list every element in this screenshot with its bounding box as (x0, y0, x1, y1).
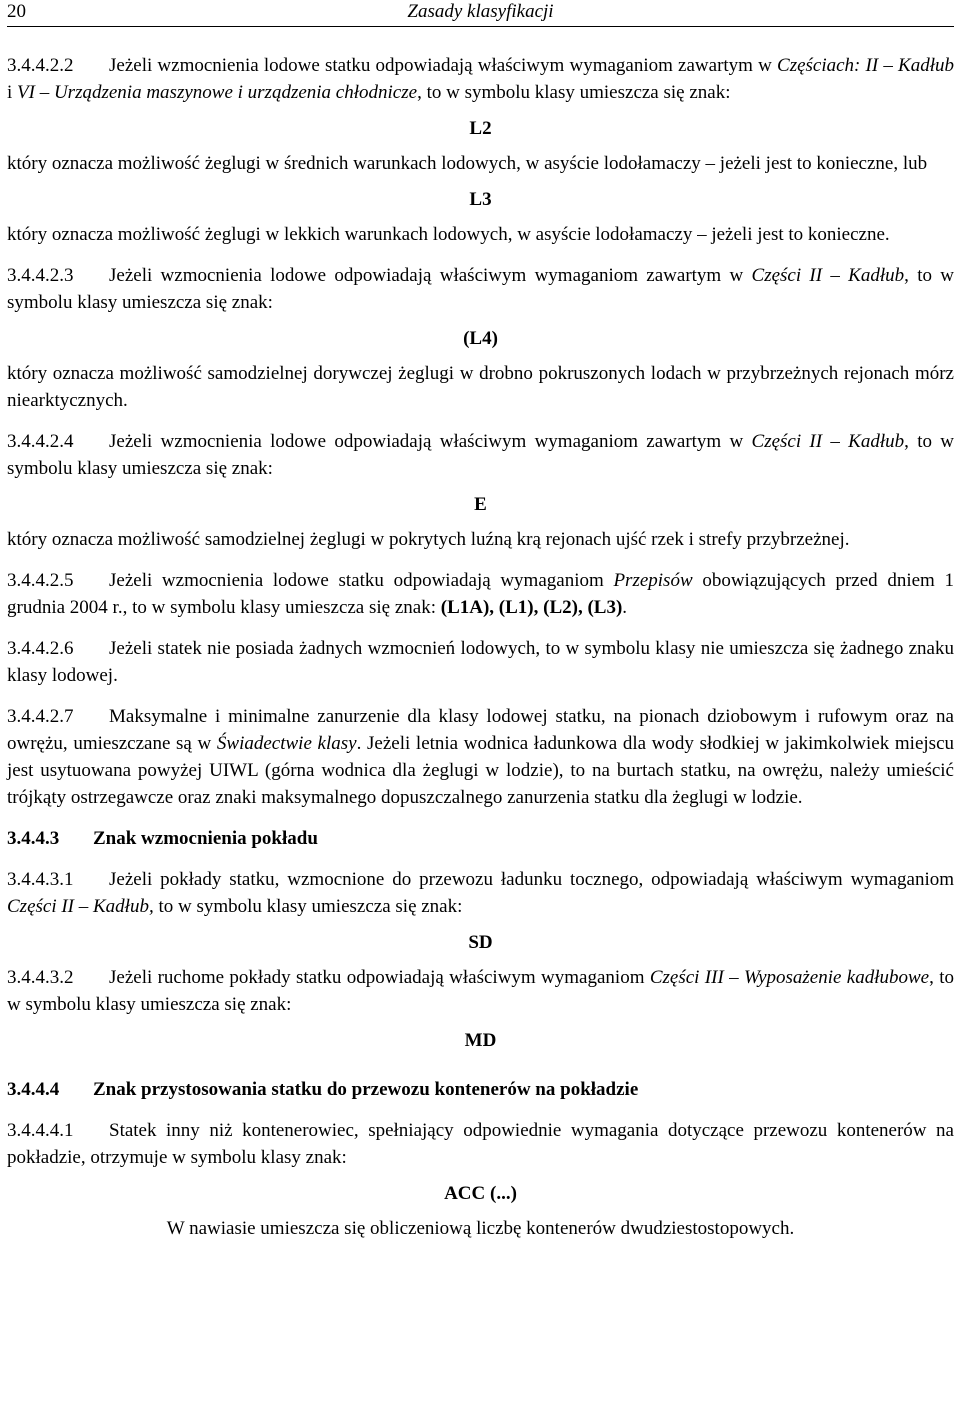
section-number: 3.4.4.3.2 (7, 967, 74, 988)
sign-note: W nawiasie umieszcza się obliczeniową liczbę kontenerów dwudziestostopowych. (166, 1218, 795, 1239)
section-number: 3.4.4.2.2 (7, 55, 74, 76)
paragraph-text: . Jeżeli letnia wodnica ładunkowa dla wody słodkiej w jakimkolwiek miejscu jest usytuowana powyżej UIWL (górna wodnica dla żeglugi w lodzie), to na burtach statku, na owrężu, należy umieścić trójkąty ostrzegawcze oraz znaki maksymalnego dopuszczalnego zanurzenia statku dla żeglugi w lodzie. (7, 733, 954, 808)
heading-title: Znak przystosowania statku do przewozu kontenerów na pokładzie (93, 1079, 639, 1100)
class-sign-l3: L3 (469, 189, 492, 210)
section-number: 3.4.4.2.5 (7, 570, 74, 591)
reference-text: Przepisów (613, 570, 693, 591)
class-sign-acc: ACC (...) (444, 1183, 517, 1204)
reference-text: Częściach: II – Kadłub (777, 55, 954, 76)
sign-description: który oznacza możliwość samodzielnej dorywczej żeglugi w drobno pokruszonych lodach w przybrzeżnych rejonach mórz niearktycznych. (7, 363, 954, 411)
section-number: 3.4.4.2.3 (7, 265, 74, 286)
class-sign-l2: L2 (469, 118, 492, 139)
class-sign-md: MD (464, 1030, 497, 1051)
paragraph-text: Jeżeli pokłady statku, wzmocnione do przewozu ładunku tocznego, odpowiadają właściwym wymaganiom (109, 869, 954, 890)
paragraph-3-4-4-3-1 (7, 866, 954, 920)
reference-text: VI – Urządzenia maszynowe i urządzenia chłodnicze (17, 82, 418, 103)
section-number: 3.4.4.4 (7, 1079, 60, 1100)
section-number: 3.4.4.2.6 (7, 638, 74, 659)
paragraph-text: to w symbolu klasy umieszcza się znak: (153, 896, 463, 917)
paragraph-text: Jeżeli wzmocnienia lodowe odpowiadają właściwym wymaganiom zawartym w (109, 265, 752, 286)
section-number: 3.4.4.3 (7, 828, 60, 849)
paragraph-3-4-4-2-2 (7, 52, 954, 106)
paragraph-3-4-4-3-2 (7, 964, 954, 1018)
section-number: 3.4.4.2.7 (7, 706, 74, 727)
paragraph-text: Jeżeli wzmocnienia lodowe odpowiadają właściwym wymaganiom zawartym w (109, 431, 752, 452)
paragraph-text: , to w symbolu klasy umieszcza się znak: (7, 431, 954, 479)
paragraph-text: , to w symbolu klasy umieszcza się znak: (7, 967, 955, 1015)
reference-text: Części II – Kadłub (751, 431, 905, 452)
paragraph-text: , to w symbolu klasy umieszcza się znak: (417, 82, 731, 103)
paragraph-text: Maksymalne i minimalne zanurzenie dla klasy lodowej statku, na pionach dziobowym i rufowym oraz na owrężu, umieszczane są w (7, 706, 954, 754)
heading-title: Znak wzmocnienia pokładu (93, 828, 318, 849)
reference-text: Części II – Kadłub (751, 265, 905, 286)
sign-description: który oznacza możliwość samodzielnej żeglugi w pokrytych luźną krą rejonach ujść rzek i strefy przybrzeżnej. (7, 529, 850, 550)
class-sign-e: E (474, 494, 487, 515)
paragraph-text: Jeżeli ruchome pokłady statku odpowiadają właściwym wymaganiom (109, 967, 650, 988)
section-heading-3-4-4-3 (7, 825, 954, 852)
class-sign-l4: (L4) (463, 328, 498, 349)
section-number: 3.4.4.3.1 (7, 869, 74, 890)
paragraph-text: , to w symbolu klasy umieszcza się znak: (7, 265, 954, 313)
document-page (7, 0, 954, 1242)
paragraph-text: . (622, 597, 628, 618)
section-heading-3-4-4-4 (7, 1076, 954, 1103)
paragraph-text: Jeżeli wzmocnienia lodowe statku odpowiadają wymaganiom (109, 570, 614, 591)
paragraph-text: Jeżeli wzmocnienia lodowe statku odpowiadają właściwym wymaganiom zawartym w (109, 55, 778, 76)
paragraph-3-4-4-2-6 (7, 635, 954, 689)
sign-description: który oznacza możliwość żeglugi w lekkich warunkach lodowych, w asyście lodołamaczy – jeżeli jest to konieczne. (7, 224, 890, 245)
paragraph-3-4-4-4-1 (7, 1117, 954, 1171)
paragraph-text: obowiązujących przed dniem 1 grudnia 2004 r., to w symbolu klasy umieszcza się znak: (7, 570, 954, 618)
class-sign-sd: SD (468, 932, 493, 953)
running-title: Zasady klasyfikacji (407, 1, 554, 22)
paragraph-3-4-4-2-4 (7, 428, 954, 482)
section-number: 3.4.4.4.1 (7, 1120, 74, 1141)
page-header (7, 0, 954, 27)
legacy-signs: (L1A), (L1), (L2), (L3) (440, 597, 623, 618)
paragraph-3-4-4-2-5 (7, 567, 954, 621)
paragraph-text: Statek inny niż kontenerowiec, spełniający odpowiednie wymagania dotyczące przewozu kontenerów na pokładzie, otrzymuje w symbolu klasy znak: (7, 1120, 954, 1168)
paragraph-text: i (7, 82, 18, 103)
reference-text: Świadectwie klasy (216, 733, 357, 754)
page-number: 20 (7, 1, 26, 22)
paragraph-3-4-4-2-7 (7, 703, 954, 811)
reference-text: Części II – Kadłub, (7, 896, 154, 917)
paragraph-text: Jeżeli statek nie posiada żadnych wzmocnień lodowych, to w symbolu klasy nie umieszcza się żadnego znaku klasy lodowej. (7, 638, 954, 686)
section-number: 3.4.4.2.4 (7, 431, 74, 452)
reference-text: Części III – Wyposażenie kadłubowe (649, 967, 930, 988)
paragraph-3-4-4-2-3 (7, 262, 954, 316)
sign-description: który oznacza możliwość żeglugi w średnich warunkach lodowych, w asyście lodołamaczy – jeżeli jest to konieczne, lub (7, 153, 928, 174)
